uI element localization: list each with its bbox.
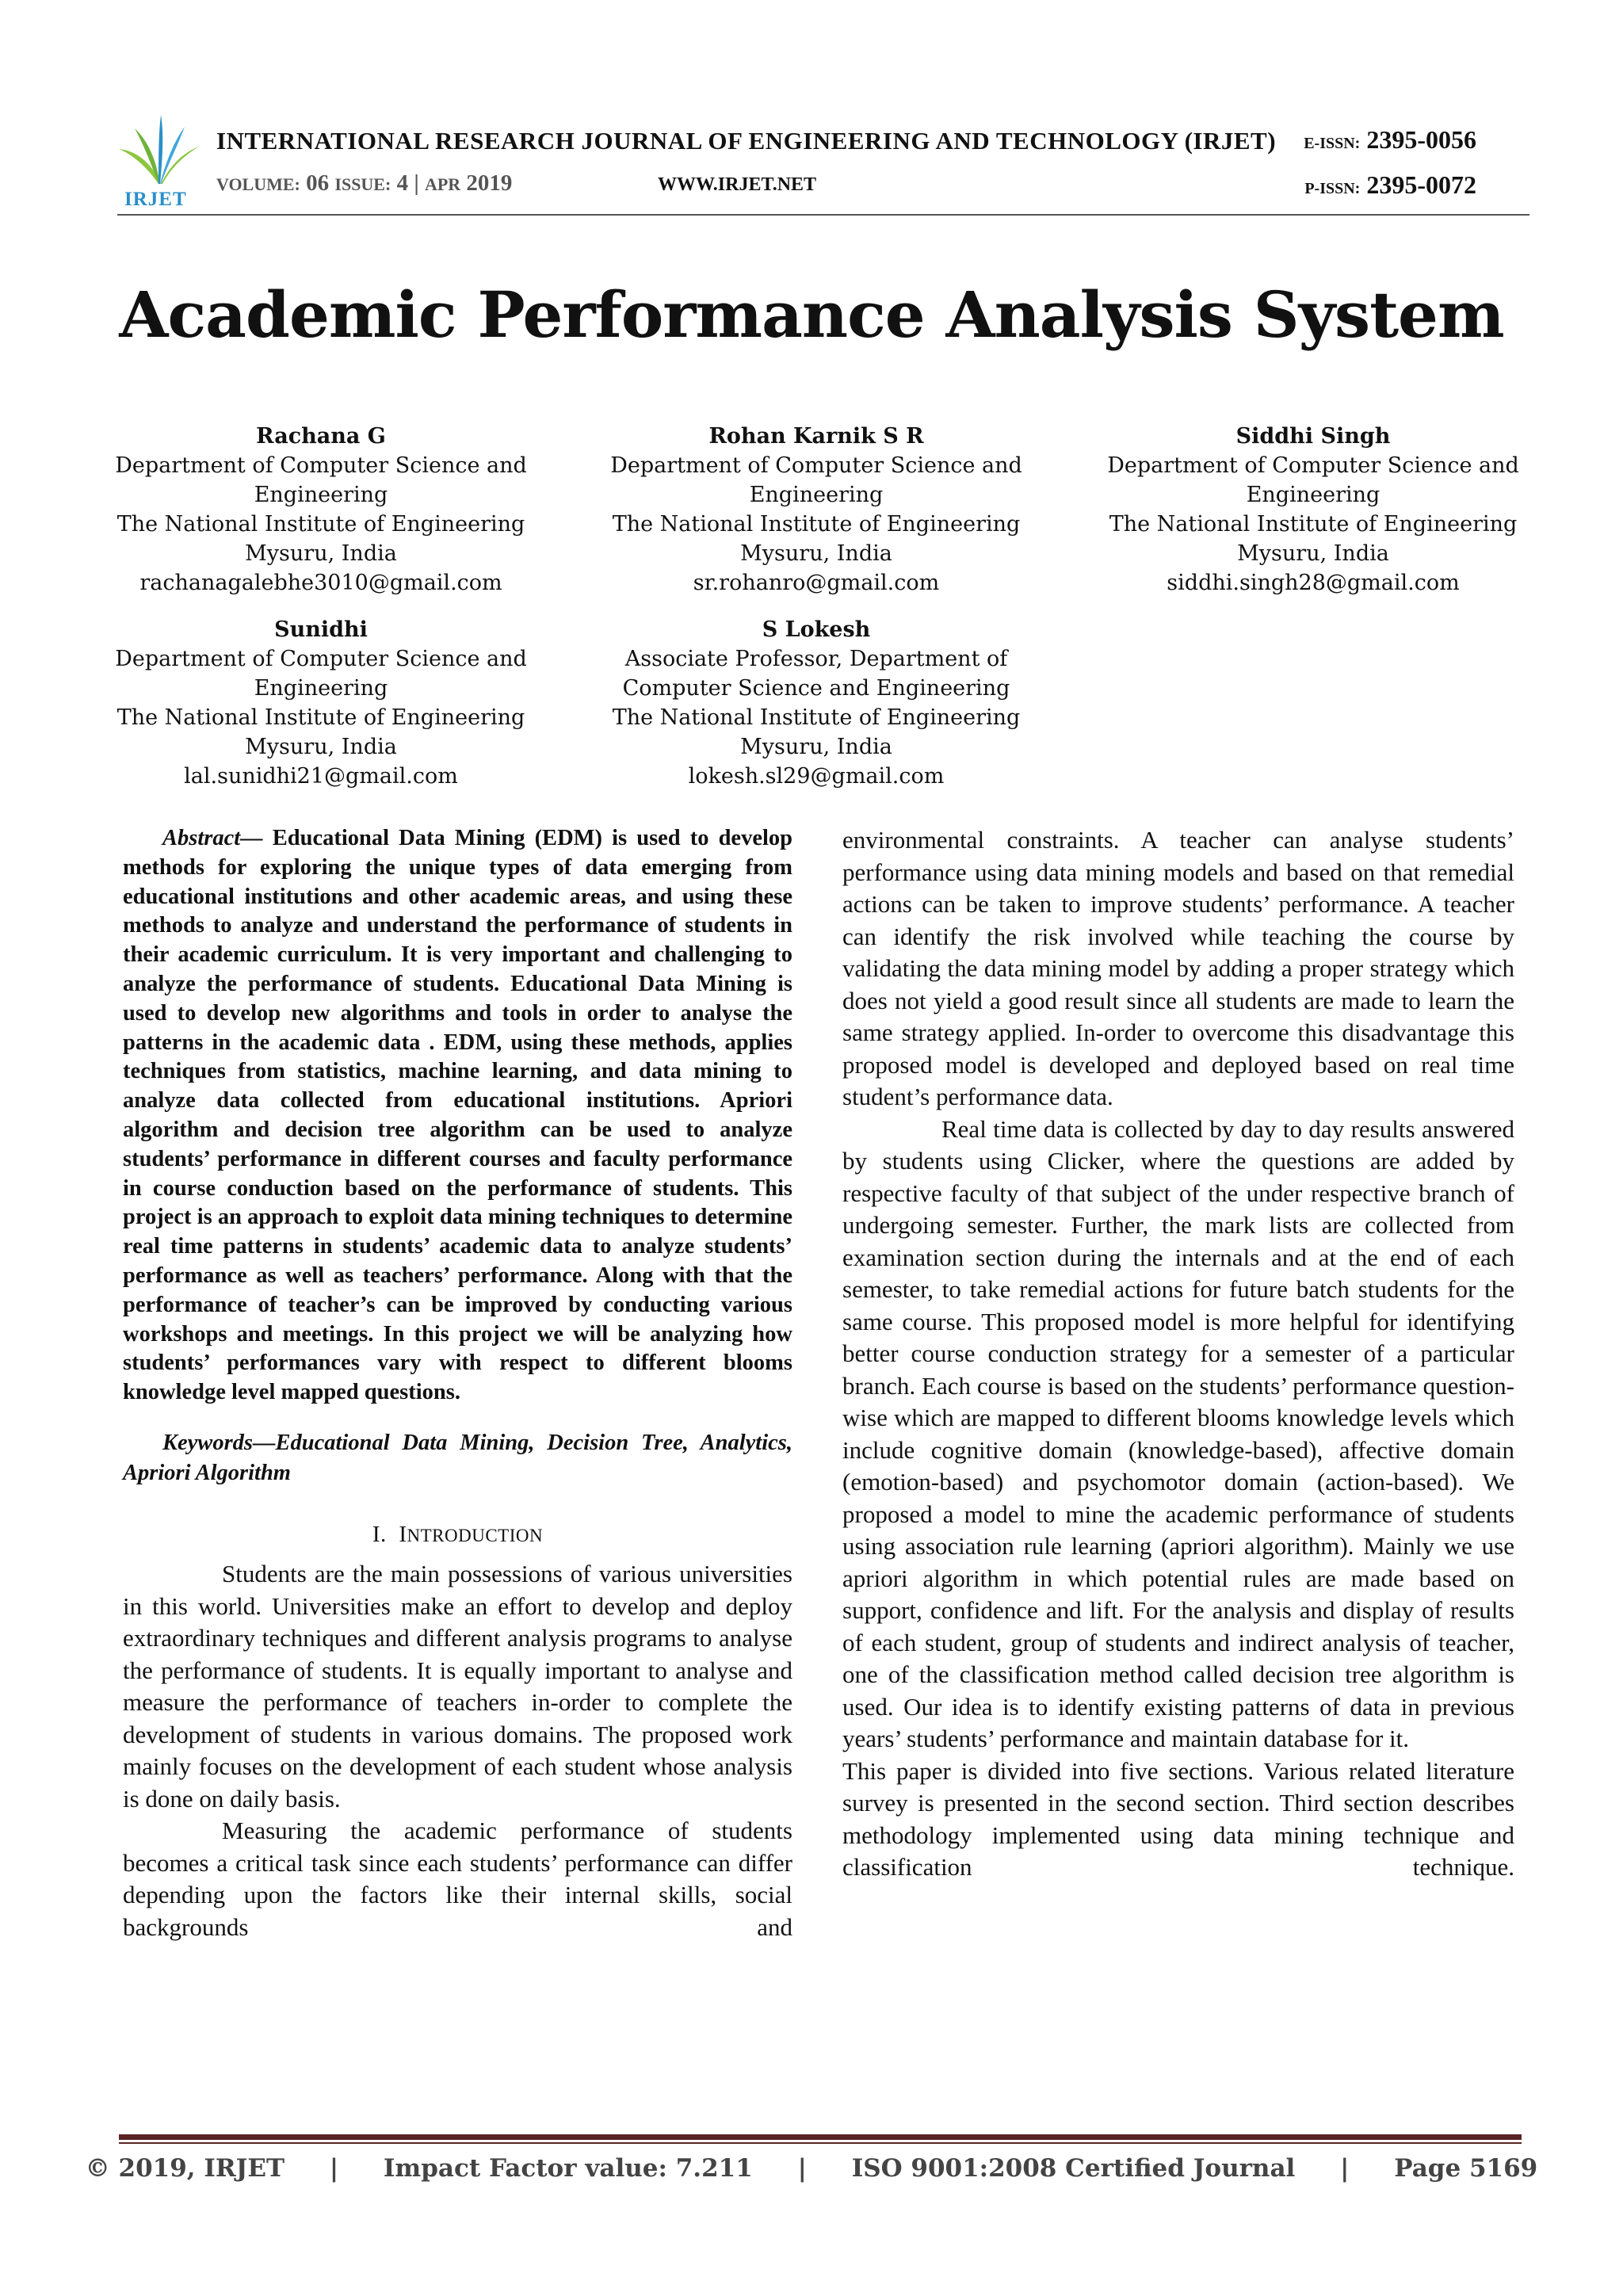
intro-paragraph-3: environmental constraints. A teacher can analyse students’ performance using data mining models and based on that remedial actions can be taken to improve students’ performance. A teacher can identify the risk involved while teaching the course by validating the data mining model by adding a proper strategy which does not yield a good result since all students are made to learn the same strategy applied. In-order to overcome this disadvantage this proposed model is developed and deployed based on real time student’s performance data. <box>842 826 1514 1110</box>
author-institute: The National Institute of Engineering <box>612 512 1021 537</box>
author-dept: Department of Computer Science and <box>115 453 527 478</box>
section-number: I. <box>372 1521 387 1547</box>
footer-page-number: Page 5169 <box>1394 2154 1538 2183</box>
eissn-value: 2395-0056 <box>1366 125 1476 154</box>
issue-value: 4 | <box>396 170 419 196</box>
footer-separator: | <box>797 2154 807 2183</box>
abstract-label: Abstract— <box>162 826 263 850</box>
author-dept: Department of Computer Science and <box>115 647 527 671</box>
author-email: rachanagalebhe3010@gmail.com <box>139 571 502 595</box>
author-email: sr.rohanro@gmail.com <box>693 571 940 595</box>
author-dept-cont: Engineering <box>1246 483 1381 507</box>
pissn-value: 2395-0072 <box>1366 170 1476 199</box>
author-dept-cont: Engineering <box>254 676 388 701</box>
author-location: Mysuru, India <box>245 541 397 566</box>
logo-text: IRJET <box>124 189 187 210</box>
author-institute: The National Institute of Engineering <box>116 705 525 730</box>
footer-divider-thin <box>119 2142 1522 2144</box>
author-email: lokesh.sl29@gmail.com <box>688 764 945 789</box>
journal-name: INTERNATIONAL RESEARCH JOURNAL OF ENGINEERING AND TECHNOLOGY (IRJET) <box>216 127 1277 155</box>
footer-separator: | <box>329 2154 339 2183</box>
author-name: Sunidhi <box>274 617 368 642</box>
page-footer <box>0 2154 1623 2183</box>
volume-value: 06 <box>306 170 330 196</box>
left-column <box>123 824 792 1943</box>
intro-paragraph-4: Real time data is collected by day to day results answered by students using Clicker, where the questions are added by respective faculty of that subject of the under respective branch of undergoing semester. Further, the mark lists are collected from examination section during the internals and at the end of each semester, to take remedial actions for future batch students for the same course. This proposed model is more helpful for identifying better course conduction strategy for a semester of a particular branch. Each course is based on the students’ performance question-wise which are mapped to different blooms knowledge levels which include cognitive domain (knowledge-based), affective domain (emotion-based) and psychomotor domain (action-based). We proposed a model to mine the academic performance of students using association rule learning (apriori algorithm). Mainly we use apriori algorithm in which potential rules are made based on support, confidence and lift. For the analysis and display of results of each student, group of students and indirect analysis of teacher, one of the classification method called decision tree algorithm is used. Our idea is to identify existing patterns of data in previous years’ students’ performance and maintain database for it. <box>842 1114 1514 1752</box>
intro-paragraph-5: This paper is divided into five sections. Various related literature survey is presented in the second section. Third section describes methodology implemented using data mining technique and classification technique. <box>842 1756 1514 1881</box>
author-institute: The National Institute of Engineering <box>116 512 525 537</box>
irjet-logo <box>115 111 202 210</box>
author-block <box>99 615 543 791</box>
keywords: Keywords—Educational Data Mining, Decision Tree, Analytics, Apriori Algorithm <box>123 1430 792 1485</box>
year-value: 2019 <box>466 170 513 196</box>
issue-label: ISSUE: <box>334 174 391 194</box>
eissn-label: E-ISSN: <box>1304 135 1361 152</box>
footer-copyright: © 2019, IRJET <box>85 2154 285 2183</box>
author-block <box>594 422 1038 598</box>
author-block <box>594 615 1038 791</box>
journal-website: WWW.IRJET.NET <box>658 174 817 195</box>
header-divider <box>117 214 1529 216</box>
author-institute: The National Institute of Engineering <box>612 705 1021 730</box>
volume-label: VOLUME: <box>216 174 300 194</box>
eissn <box>1304 125 1476 155</box>
month-label: APR <box>424 174 461 194</box>
intro-paragraph-1: Students are the main possessions of various universities in this world. Universities make an effort to develop and deploy extraordinary techniques and different analysis programs to analyse the performance of students. It is equally important to analyse and measure the performance of teachers in-order to complete the development of students in various domains. The proposed work mainly focuses on the development of each student whose analysis is done on daily basis. <box>123 1560 792 1813</box>
author-dept-cont: Engineering <box>254 483 388 507</box>
footer-impact-factor: Impact Factor value: 7.211 <box>383 2154 753 2183</box>
section-heading-introduction <box>123 1519 792 1553</box>
author-dept: Associate Professor, Department of <box>624 647 1008 671</box>
leaf-logo-icon <box>115 111 202 190</box>
author-email: siddhi.singh28@gmail.com <box>1167 571 1460 595</box>
author-email: lal.sunidhi21@gmail.com <box>184 764 458 789</box>
footer-iso: ISO 9001:2008 Certified Journal <box>851 2154 1296 2183</box>
author-name: S Lokesh <box>762 617 871 642</box>
author-dept-cont: Engineering <box>749 483 884 507</box>
author-name: Rohan Karnik S R <box>708 424 924 449</box>
journal-header <box>115 111 1526 222</box>
author-block <box>1091 422 1535 598</box>
abstract-text: Educational Data Mining (EDM) is used to develop methods for exploring the unique types of data emerging from educational institutions and other academic areas, and using these methods to analyze and understand the performance of students in their academic curriculum. It is very important and challenging to analyze the performance of students. Educational Data Mining is used to develop new algorithms and tools in order to analyse the patterns in the academic data . EDM, using these methods, applies techniques from statistics, machine learning, and data mining to analyze data collected from educational institutions. Apriori algorithm and decision tree algorithm can be used to analyze students’ performance in different courses and faculty performance in course conduction based on the performance of students. This project is an approach to exploit data mining techniques to determine real time patterns in students’ academic data to analyze students’ performance as well as teachers’ performance. Along with that the performance of teacher’s can be improved by conducting various workshops and meetings. In this project we will be analyzing how students’ performances vary with respect to different blooms knowledge level mapped questions. <box>123 826 792 1405</box>
author-name: Rachana G <box>256 424 386 449</box>
right-column <box>842 824 1514 1884</box>
footer-divider-thick <box>119 2134 1522 2140</box>
author-location: Mysuru, India <box>740 735 892 759</box>
author-dept: Department of Computer Science and <box>1107 453 1519 478</box>
author-dept: Department of Computer Science and <box>610 453 1022 478</box>
section-title-rest: NTRODUCTION <box>407 1525 544 1545</box>
intro-paragraph-2: Measuring the academic performance of students becomes a critical task since each students’ performance can differ depending upon the factors like their internal skills, social backgrounds and <box>123 1817 792 1941</box>
author-location: Mysuru, India <box>245 735 397 759</box>
author-block <box>99 422 543 598</box>
pissn <box>1304 170 1476 200</box>
footer-separator: | <box>1340 2154 1350 2183</box>
author-name: Siddhi Singh <box>1235 424 1391 449</box>
author-location: Mysuru, India <box>740 541 892 566</box>
section-title-initial: I <box>399 1521 407 1547</box>
issue-line <box>216 170 512 197</box>
abstract <box>123 824 792 1408</box>
author-institute: The National Institute of Engineering <box>1109 512 1518 537</box>
author-dept-cont: Computer Science and Engineering <box>622 676 1010 701</box>
pissn-label: P-ISSN: <box>1304 180 1361 197</box>
paper-title: Academic Performance Analysis System <box>119 277 1504 352</box>
author-location: Mysuru, India <box>1237 541 1389 566</box>
